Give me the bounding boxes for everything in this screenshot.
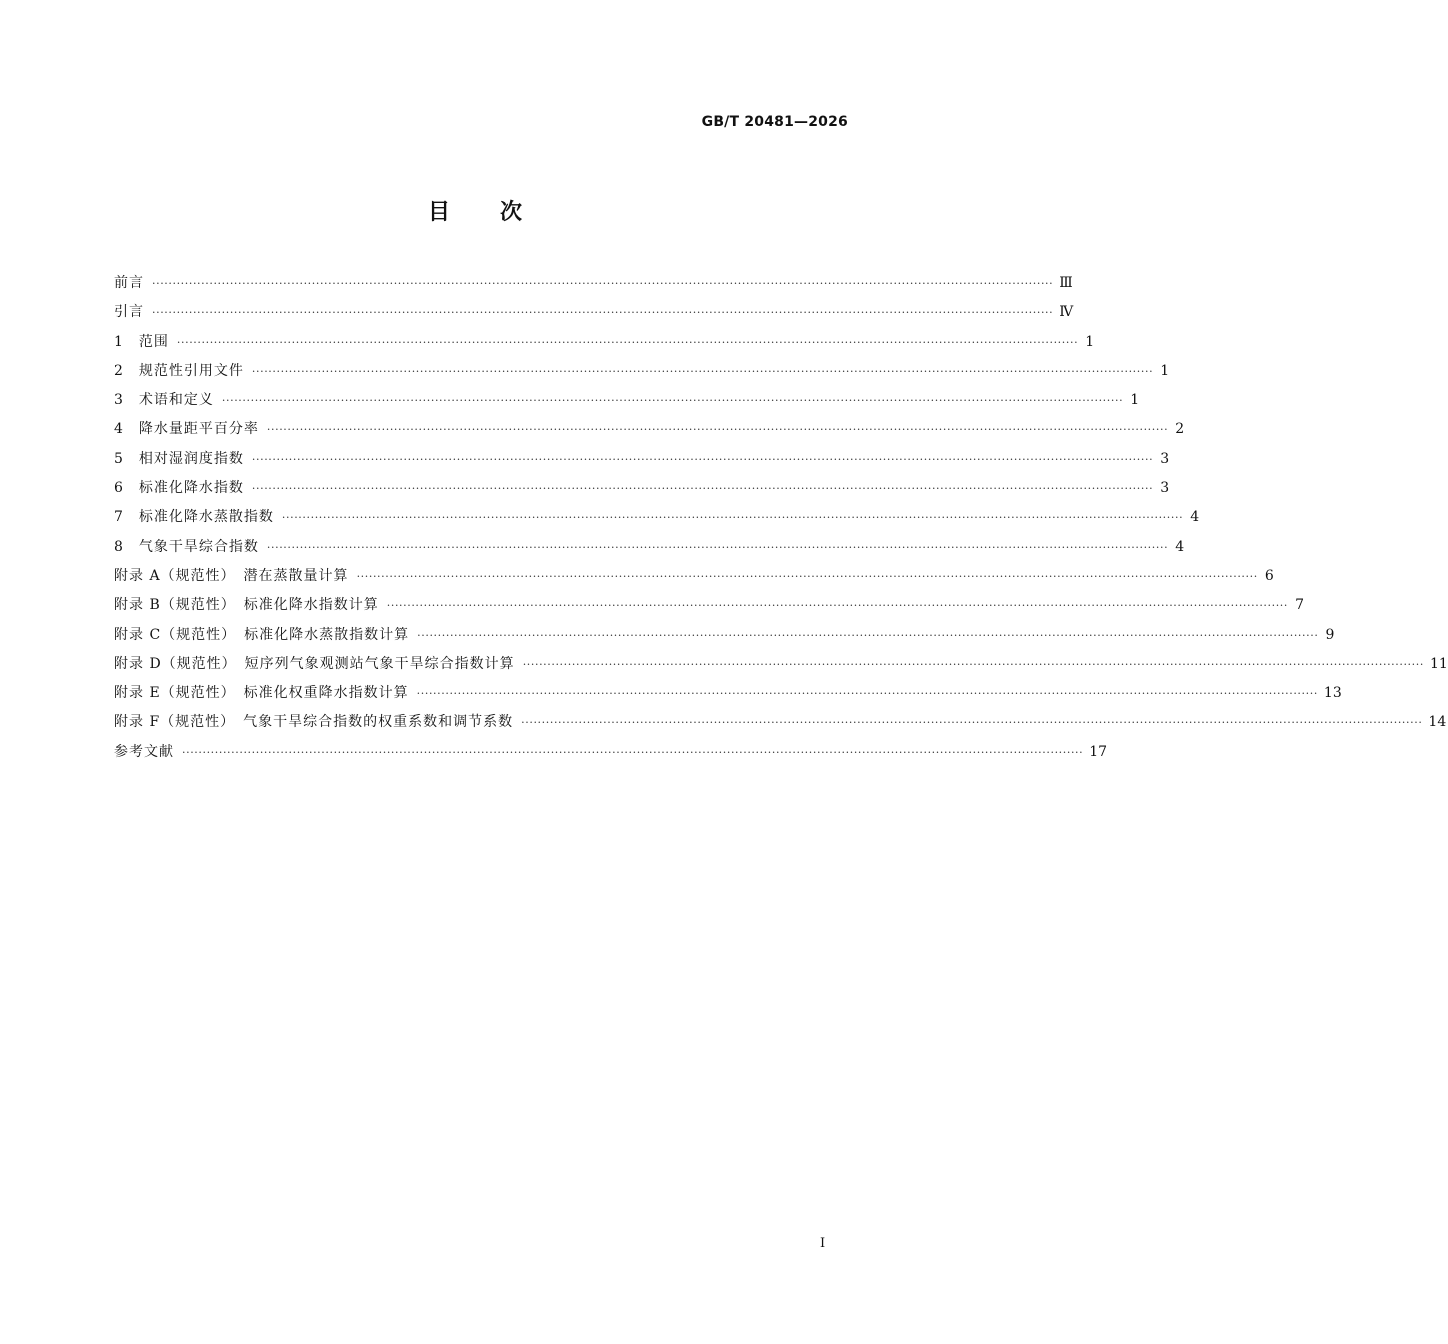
toc-entry-label: 附录 A（规范性） 潜在蒸散量计算 [114,567,349,584]
toc-entry-page: 14 [1428,714,1447,731]
toc-entry[interactable] [114,418,1185,447]
toc-entry[interactable] [114,360,1170,389]
toc-leader-dots: ···························································································································································································································· [266,423,1169,437]
toc-entry[interactable] [114,653,1448,682]
toc-entry[interactable] [114,682,1342,711]
toc-entry-page: 9 [1325,626,1335,643]
page-number: I [820,1236,826,1251]
page-title: 目次 [427,200,572,225]
toc-entry-label: 6 标准化降水指数 [114,480,244,497]
toc-entry-label: 附录 C（规范性） 标准化降水蒸散指数计算 [114,626,410,643]
toc-leader-dots: ···························································································································································································································· [251,482,1154,496]
toc-leader-dots: ···························································································································································································································· [182,745,1084,759]
toc-entry-label: 参考文献 [114,743,174,760]
toc-entry-label: 前言 [114,275,144,291]
toc-entry-label: 附录 B（规范性） 标准化降水指数计算 [114,597,379,614]
toc-leader-dots: ···························································································································································································································· [521,716,1423,730]
toc-entry[interactable] [114,301,1074,330]
toc-entry-label: 3 术语和定义 [114,392,214,409]
toc-entry-label: 1 范围 [114,333,169,350]
toc-entry-page: 13 [1323,685,1342,702]
toc-entry-page: 6 [1264,567,1274,584]
toc-entry-label: 5 相对湿润度指数 [114,450,244,467]
toc-entry[interactable] [114,331,1095,360]
toc-entry-page: 7 [1295,597,1304,614]
toc-leader-dots: ···························································································································································································································· [417,628,1319,642]
toc-entry-label: 4 降水量距平百分率 [114,421,259,438]
toc-entry[interactable] [114,594,1304,623]
toc-entry-label: 8 气象干旱综合指数 [114,538,259,555]
toc-entry-page: Ⅲ [1059,275,1073,291]
toc-leader-dots: ···························································································································································································································· [251,364,1154,378]
toc-entry-label: 附录 E（规范性） 标准化权重降水指数计算 [114,685,409,702]
toc-leader-dots: ···························································································································································································································· [416,687,1318,701]
toc-entry-label: 2 规范性引用文件 [114,362,244,379]
toc-entry-page: 17 [1089,743,1108,760]
toc-entry-label: 引言 [114,304,144,321]
toc-leader-dots: ···························································································································································································································· [266,540,1169,554]
toc-entry-page: 1 [1085,333,1095,350]
toc-entry-label: 附录 D（规范性） 短序列气象观测站气象干旱综合指数计算 [114,655,515,672]
toc-entry[interactable] [114,741,1108,770]
toc-leader-dots: ···························································································································································································································· [281,511,1184,525]
toc-entry-page: 11 [1429,655,1448,672]
toc-entry-page: 1 [1160,362,1170,379]
toc-leader-dots: ···························································································································································································································· [251,452,1154,466]
toc-entry[interactable] [114,711,1447,740]
toc-leader-dots: ···························································································································································································································· [176,335,1079,349]
toc-entry[interactable] [114,272,1073,301]
toc-leader-dots: ···························································································································································································································· [356,569,1258,583]
toc-leader-dots: ···························································································································································································································· [386,599,1288,613]
toc-entry-page: 4 [1175,538,1185,555]
toc-entry-page: Ⅳ [1059,304,1074,321]
toc-leader-dots: ···························································································································································································································· [152,277,1054,290]
toc-entry[interactable] [114,536,1185,565]
toc-entry-page: 1 [1130,392,1140,409]
toc-entry-page: 2 [1175,421,1185,438]
toc-entry[interactable] [114,624,1335,653]
toc-entry[interactable] [114,448,1170,477]
toc-entry[interactable] [114,565,1274,594]
toc-entry-label: 7 标准化降水蒸散指数 [114,509,274,526]
toc-leader-dots: ···························································································································································································································· [152,306,1054,320]
toc-entry-page: 3 [1160,450,1170,467]
toc-entry-page: 4 [1190,509,1200,526]
toc-entry[interactable] [114,477,1170,506]
toc-leader-dots: ···························································································································································································································· [522,657,1424,671]
toc-entry[interactable] [114,389,1140,418]
toc-entry-page: 3 [1160,480,1170,497]
toc-entry-label: 附录 F（规范性） 气象干旱综合指数的权重系数和调节系数 [114,714,514,731]
toc-entry[interactable] [114,506,1200,535]
toc-leader-dots: ···························································································································································································································· [221,394,1124,408]
standard-number: GB/T 20481—2026 [701,114,848,130]
table-of-contents [114,272,1448,770]
